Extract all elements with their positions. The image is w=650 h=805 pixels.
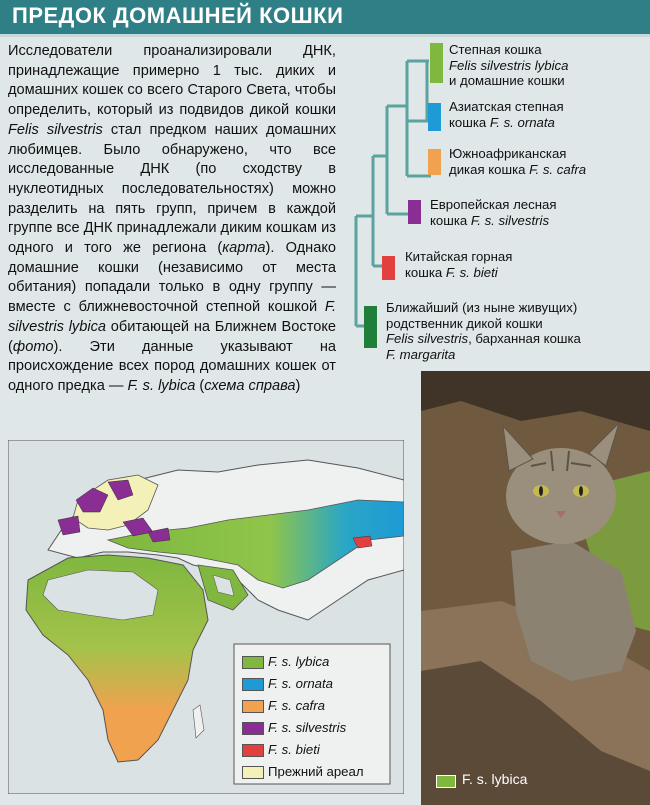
article-text-segment: обитающей на Ближнем Востоке ( [8, 318, 337, 355]
legend-swatch [242, 766, 264, 779]
article-text-segment: ). Однако домашние кошки (независимо от места обитания) попадали только в одну группу — вместе с ближневосточной степной кошкой [8, 240, 337, 316]
tree-label-line: и домашние кошки [449, 73, 565, 88]
tree-label-sand [386, 300, 581, 362]
legend-label: F. s. lybica [268, 654, 330, 669]
legend-label: F. s. ornata [268, 676, 333, 691]
tree-label-line: кошка F. s. bieti [405, 264, 498, 280]
tree-label-line: Азиатская степная [449, 99, 564, 114]
cat-photo-image [421, 371, 650, 805]
article-text [8, 42, 336, 397]
legend-swatch [242, 744, 264, 757]
tree-label-steppe [449, 42, 568, 89]
header-bar [0, 0, 650, 37]
tree-label-line: кошка F. s. silvestris [430, 212, 550, 228]
swatch-ornata [428, 103, 441, 131]
legend-swatch [242, 722, 264, 735]
tree-label-chinese [405, 249, 512, 280]
article-text-segment: F. silvestris lybica [8, 299, 336, 335]
legend-label: F. s. bieti [268, 742, 320, 757]
photo-caption-swatch [436, 775, 456, 788]
tree-label-line: F. margarita [386, 346, 456, 362]
cat-photo [421, 371, 650, 805]
legend-swatch [242, 656, 264, 669]
tree-label-line: Степная кошка [449, 42, 542, 57]
article-text-segment: стал предком наших домашних любимцев. Было обнаружено, что все исследованные ДНК (по сходству в нуклеотидных последовательностях) можно разделить на пять групп, причем в каждой группе все ДНК принадлежали диким кошкам из одного и того же региона ( [8, 121, 336, 257]
article-text-segment: ( [195, 377, 205, 394]
tree-label-south-african [449, 146, 586, 177]
tree-label-asian [449, 99, 564, 130]
legend-label: F. s. cafra [268, 698, 325, 713]
tree-label-european [430, 197, 557, 228]
tree-label-line: Китайская горная [405, 249, 513, 264]
article-text-segment: фото [12, 338, 54, 355]
tree-label-line: Felis silvestris lybica [449, 57, 569, 73]
tree-label-line: Южноафриканская [449, 146, 567, 161]
photo-caption: F. s. lybica [462, 771, 528, 787]
tree-label-line: Европейская лесная [430, 197, 557, 212]
page-title: ПРЕДОК ДОМАШНЕЙ КОШКИ [12, 3, 344, 28]
swatch-bieti [382, 256, 395, 280]
article-text-segment: ). Эти данные указывают на происхождение всех пород домашних кошек от одного предка — [8, 338, 336, 394]
range-map [8, 440, 404, 794]
swatch-margarita [364, 306, 377, 348]
tree-label-line: дикая кошка F. s. cafra [449, 161, 587, 177]
swatch-silvestris [408, 200, 421, 224]
tree-label-line: родственник дикой кошки [386, 315, 543, 331]
tree-label-line: Ближайший (из ныне живущих) [386, 300, 578, 315]
legend-swatch [242, 678, 264, 691]
article-text-segment: Исследователи проанализировали ДНК, принадлежащие примерно 1 тыс. диких и домашних кошек со всего Старого Света, чтобы определить, который из подвидов дикой кошки [8, 43, 336, 119]
legend-swatch [242, 700, 264, 713]
legend-label: Прежний ареал [268, 764, 364, 779]
article-text-segment: схема справа [204, 377, 296, 394]
swatch-cafra [428, 149, 441, 175]
article-text-segment: F. s. lybica [127, 377, 196, 394]
article-text-segment: Felis silvestris [8, 121, 103, 138]
article-text-segment: ) [295, 377, 301, 394]
tree-label-line: кошка F. s. ornata [449, 114, 555, 130]
swatch-lybica [430, 43, 443, 83]
legend-label: F. s. silvestris [268, 720, 347, 735]
article-text-segment: карта [222, 240, 266, 257]
tree-label-line: Felis silvestris, барханная кошка [386, 331, 581, 346]
